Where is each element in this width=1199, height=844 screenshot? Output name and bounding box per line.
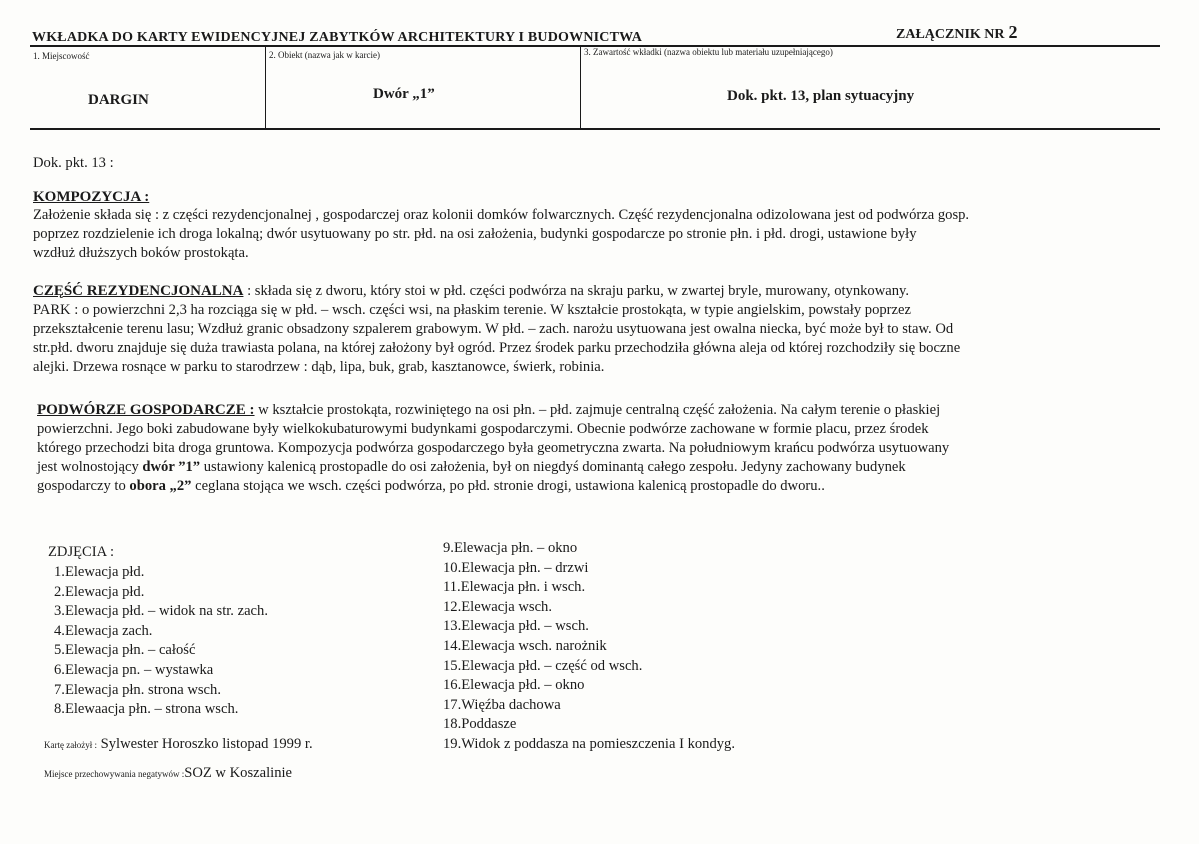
list-item: 10.Elewacja płn. – drzwi — [443, 559, 589, 576]
text-run: jest wolnostojący — [37, 459, 143, 475]
annex-label — [896, 22, 1018, 43]
text-run: ceglana stojąca we wsch. części podwórza, po płd. stronie drogi, ustawiona kalenicą prostopadle do dworu.. — [191, 478, 825, 494]
paragraph-line: w kształcie prostokąta, rozwiniętego na osi płn. – płd. zajmuje centralną część założenia. Na całym terenie o płaskiej — [254, 402, 941, 418]
list-item: 5.Elewacja płn. – całość — [54, 642, 196, 659]
list-item: 14.Elewacja wsch. narożnik — [443, 637, 607, 654]
list-item: 2.Elewacja płd. — [54, 583, 145, 600]
document-title: WKŁADKA DO KARTY EWIDENCYJNEJ ZABYTKÓW ARCHITEKTURY I BUDOWNICTWA — [32, 30, 643, 45]
form-divider-1 — [265, 45, 266, 129]
paragraph-line: którego przechodzi bita droga gruntowa. Kompozycja podwórza gospodarczego była geometryczna zwarta. Na południowym krańcu podwórza usytuowany — [37, 440, 950, 456]
section-heading: KOMPOZYCJA : — [33, 189, 150, 205]
paragraph-line — [37, 458, 949, 477]
bold-run: obora „2” — [129, 478, 192, 494]
paragraph-line: powierzchni. Jego boki zabudowane były wielkokubaturowymi budynkami gospodarczymi. Obecnie podwórze zachowane w formie placu, przez środek — [37, 421, 929, 437]
list-item: 3.Elewacja płd. – widok na str. zach. — [54, 603, 268, 620]
author-value: Sylwester Horoszko listopad 1999 r. — [96, 736, 313, 752]
list-item: 11.Elewacja płn. i wsch. — [443, 579, 586, 596]
bold-run: dwór ”1” — [142, 459, 201, 475]
field-3-label: 3. Zawartość wkładki (nazwa obiektu lub materiału uzupełniającego) — [584, 47, 833, 57]
paragraph-line: wzdłuż dłuższych boków prostokąta. — [33, 245, 249, 261]
form-bottom-rule — [30, 128, 1160, 130]
text-run: ustawiony kalenicą prostopadle do osi założenia, był on niegdyś dominantą całego zespołu. Jedyny zachowany budynek — [200, 459, 906, 475]
photos-heading: ZDJĘCIA : — [48, 544, 115, 560]
form-divider-2 — [580, 45, 581, 129]
photos-list-right — [443, 539, 735, 755]
list-item: 6.Elewacja pn. – wystawka — [54, 661, 214, 678]
storage-line — [44, 765, 292, 782]
paragraph-line: PARK : o powierzchni 2,3 ha rozciąga się w płd. – wsch. części wsi, na płaskim terenie. W kształcie prostokąta, w typie angielskim, powstały poprzez — [33, 302, 911, 318]
paragraph-line: str.płd. dworu znajduje się duża trawiasta polana, na której założony był ogród. Przez środek parku przechodziła główna aleja od której rozchodziły się boczne — [33, 340, 961, 356]
list-item: 7.Elewacja płn. strona wsch. — [54, 681, 221, 698]
storage-value: SOZ w Koszalinie — [184, 765, 293, 781]
list-item: 12.Elewacja wsch. — [443, 598, 553, 615]
annex-number: 2 — [1008, 22, 1018, 42]
list-item: 16.Elewacja płd. – okno — [443, 677, 585, 694]
section-heading: CZĘŚĆ REZYDENCJONALNA — [33, 283, 244, 299]
doc-reference: Dok. pkt. 13 : — [33, 155, 114, 171]
paragraph-line: przekształcenie terenu lasu; Wzdłuż granic obsadzony szpalerem grabowym. W płd. – zach. narożu usytuowana jest owalna niecka, być może był to staw. Od — [33, 321, 954, 337]
text-run: gospodarczy to — [37, 478, 130, 494]
annex-label-text: ZAŁĄCZNIK NR — [896, 27, 1005, 42]
field-2-value: Dwór „1” — [373, 86, 435, 102]
list-item: 4.Elewacja zach. — [54, 622, 153, 639]
section-kompozycja — [33, 188, 969, 263]
paragraph-line — [37, 477, 949, 496]
storage-label: Miejsce przechowywania negatywów : — [44, 769, 185, 779]
field-2-label: 2. Obiekt (nazwa jak w karcie) — [269, 50, 380, 60]
section-podworze — [37, 401, 949, 496]
list-item: 17.Więźba dachowa — [443, 696, 561, 713]
section-rezydencjonalna — [33, 282, 960, 377]
author-line — [44, 736, 313, 753]
list-item: 19.Widok z poddasza na pomieszczenia I kondyg. — [443, 735, 736, 752]
field-1-value: DARGIN — [88, 92, 149, 108]
section-heading: PODWÓRZE GOSPODARCZE : — [37, 402, 255, 418]
list-item: 8.Elewaacja płn. – strona wsch. — [54, 701, 239, 718]
list-item: 18.Poddasze — [443, 716, 517, 733]
list-item: 1.Elewacja płd. — [54, 564, 145, 580]
paragraph-line: Założenie składa się : z części rezydencjonalnej , gospodarczej oraz kolonii domków folwarcznych. Część rezydencjonalna odizolowana jest od podwórza gosp. — [33, 207, 970, 223]
field-1-label: 1. Miejscowość — [33, 51, 90, 61]
author-label: Kartę założył : — [44, 740, 97, 750]
list-item: 9.Elewacja płn. – okno — [443, 540, 578, 556]
list-item: 15.Elewacja płd. – część od wsch. — [443, 657, 643, 674]
field-3-value: Dok. pkt. 13, plan sytuacyjny — [727, 88, 915, 104]
list-item: 13.Elewacja płd. – wsch. — [443, 618, 589, 635]
photos-list-left — [54, 563, 268, 720]
paragraph-line: alejki. Drzewa rosnące w parku to starodrzew : dąb, lipa, buk, grab, kasztanowce, świerk, robinia. — [33, 359, 605, 375]
paragraph-line: poprzez rozdzielenie ich droga lokalną; dwór usytuowany po str. płd. na osi założenia, budynki gospodarcze po stronie płn. i płd. drogi, ustawione były — [33, 226, 917, 242]
paragraph-line: : składa się z dworu, który stoi w płd. części podwórza na skraju parku, w zwartej bryle, murowany, otynkowany. — [243, 283, 910, 299]
